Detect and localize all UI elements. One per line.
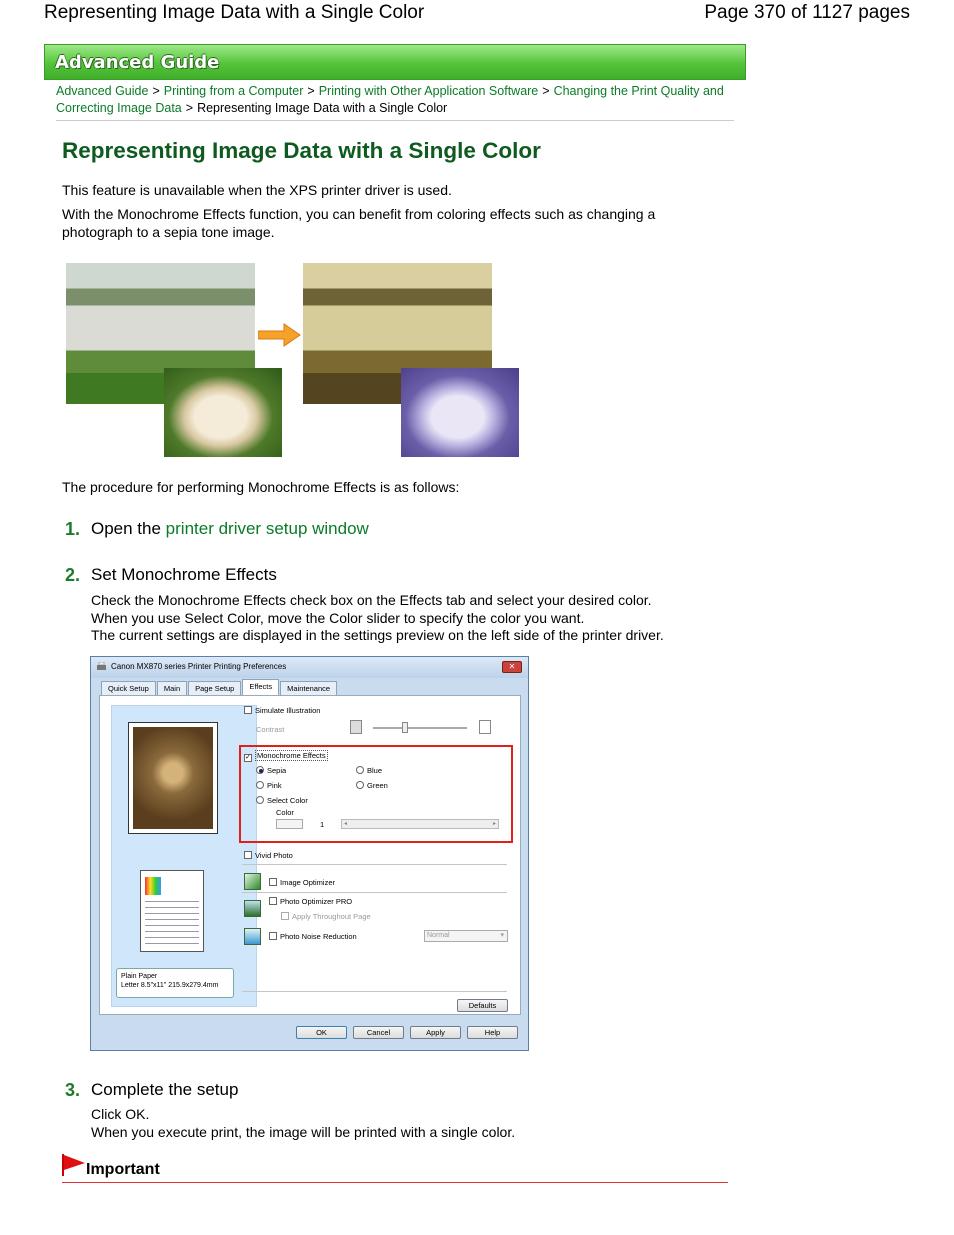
breadcrumb-advanced-guide[interactable]: Advanced Guide	[56, 84, 149, 98]
select-color-radio[interactable]	[256, 796, 308, 805]
green-radio[interactable]	[356, 781, 388, 790]
dialog-tabs	[101, 681, 338, 696]
page-title: Representing Image Data with a Single Color	[62, 138, 541, 163]
breadcrumb-sep: >	[185, 101, 194, 115]
pink-label: Pink	[267, 781, 282, 790]
select-color-label: Select Color	[267, 796, 308, 805]
breadcrumb-sep: >	[307, 84, 315, 98]
photo-optimizer-checkbox[interactable]	[269, 897, 352, 906]
contrast-high-icon	[479, 720, 491, 734]
important-divider	[62, 1182, 728, 1183]
step-1-title	[91, 519, 369, 539]
apply-throughout-checkbox[interactable]	[281, 912, 371, 921]
step-3-body	[91, 1106, 515, 1141]
settings-preview	[111, 705, 257, 1007]
blue-label: Blue	[367, 766, 383, 775]
divider	[242, 991, 507, 992]
printer-driver-setup-link[interactable]: printer driver setup window	[165, 519, 369, 538]
close-icon[interactable]: ✕	[502, 661, 522, 673]
intro-description: With the Monochrome Effects function, you can benefit from coloring effects such as changing a photograph to a sepia tone image.	[62, 206, 656, 240]
green-label: Green	[367, 781, 388, 790]
important-label: Important	[86, 1161, 160, 1178]
monochrome-effects-checkbox[interactable]: ✓ Monochrome Effects	[245, 751, 326, 761]
step-2-title: Set Monochrome Effects	[91, 565, 277, 584]
step-2-line: Check the Monochrome Effects check box on the Effects tab and select your desired color.	[91, 592, 652, 608]
breadcrumb-print-quality[interactable]: Changing the Print Quality and Correcting Image Data	[56, 84, 724, 115]
tab-quick-setup[interactable]: Quick Setup	[101, 681, 156, 695]
breadcrumb-current: Representing Image Data with a Single Color	[197, 101, 448, 115]
printer-icon	[96, 662, 107, 672]
sepia-label: Sepia	[267, 766, 287, 775]
monochrome-label: Monochrome Effects	[257, 751, 326, 760]
image-optimizer-checkbox[interactable]	[269, 878, 335, 887]
sepia-radio[interactable]	[256, 766, 286, 775]
cancel-button[interactable]: Cancel	[353, 1026, 404, 1039]
dialog-title: Canon MX870 series Printer Printing Preferences	[111, 662, 287, 671]
blue-dog-photo	[401, 368, 519, 457]
contrast-slider-thumb[interactable]	[402, 722, 408, 733]
color-value: 1	[320, 820, 325, 829]
breadcrumb-other-software[interactable]: Printing with Other Application Software	[318, 84, 539, 98]
procedure-intro: The procedure for performing Monochrome Effects is as follows:	[62, 479, 460, 495]
paper-preview	[140, 870, 204, 952]
dialog-titlebar	[91, 657, 528, 678]
vivid-label: Vivid Photo	[255, 851, 293, 860]
paper-type: Plain Paper	[121, 973, 158, 980]
vivid-photo-checkbox[interactable]	[244, 851, 293, 860]
step-2-body	[91, 592, 664, 645]
page-header-title: Representing Image Data with a Single Color	[44, 2, 425, 23]
tab-main[interactable]: Main	[157, 681, 187, 695]
sepia-preview-image	[128, 722, 218, 834]
defaults-button[interactable]: Defaults	[457, 999, 508, 1012]
contrast-low-icon	[350, 720, 362, 734]
color-label: Color	[276, 808, 294, 817]
paper-size: Letter 8.5"x11" 215.9x279.4mm	[121, 982, 219, 989]
simulate-illustration-checkbox[interactable]	[244, 706, 320, 715]
step-3-number: 3.	[65, 1080, 81, 1100]
color-slider[interactable]: ◂ ▸	[341, 819, 499, 829]
tab-maintenance[interactable]: Maintenance	[280, 681, 337, 695]
step-2-line: The current settings are displayed in the settings preview on the left side of the printer driver.	[91, 627, 664, 643]
banner-label: Advanced Guide	[55, 52, 220, 73]
flag-icon	[62, 1154, 86, 1176]
tab-effects[interactable]: Effects	[242, 679, 279, 695]
original-dog-photo	[164, 368, 282, 457]
help-button[interactable]: Help	[467, 1026, 518, 1039]
step-3-title: Complete the setup	[91, 1080, 239, 1099]
paper-info	[116, 968, 234, 998]
arrow-right-icon	[258, 322, 302, 348]
divider	[242, 864, 507, 865]
pink-radio[interactable]	[256, 781, 282, 790]
advanced-guide-banner	[44, 44, 746, 80]
step-2-number: 2.	[65, 565, 81, 585]
contrast-slider[interactable]	[373, 727, 467, 729]
contrast-label: Contrast	[256, 725, 285, 734]
page-number: Page 370 of 1127 pages	[704, 2, 910, 23]
apply-button[interactable]: Apply	[410, 1026, 461, 1039]
image-optimizer-label: Image Optimizer	[280, 878, 336, 887]
step-3-line: Click OK.	[91, 1106, 150, 1122]
simulate-label: Simulate Illustration	[255, 706, 321, 715]
breadcrumb-sep: >	[542, 84, 550, 98]
divider	[242, 892, 507, 893]
breadcrumb-printing-from-computer[interactable]: Printing from a Computer	[163, 84, 304, 98]
image-optimizer-icon	[244, 873, 261, 890]
noise-reduction-checkbox[interactable]	[269, 932, 357, 941]
breadcrumb-sep: >	[152, 84, 160, 98]
color-swatch	[276, 819, 303, 829]
noise-reduction-label: Photo Noise Reduction	[280, 932, 357, 941]
step-3-line: When you execute print, the image will be printed with a single color.	[91, 1123, 516, 1140]
blue-radio[interactable]	[356, 766, 382, 775]
ok-button[interactable]: OK	[296, 1026, 347, 1039]
divider	[56, 120, 734, 121]
step-1-number: 1.	[65, 519, 81, 539]
photo-optimizer-label: Photo Optimizer PRO	[280, 897, 353, 906]
noise-reduction-icon	[244, 928, 261, 945]
step-1-title-text: Open the	[91, 519, 166, 538]
step-2-line: When you use Select Color, move the Color slider to specify the color you want.	[91, 609, 585, 626]
apply-throughout-label: Apply Throughout Page	[292, 912, 371, 921]
intro-xps-note: This feature is unavailable when the XPS printer driver is used.	[62, 182, 452, 198]
noise-level-dropdown[interactable]: Normal ▾	[424, 930, 508, 942]
photo-optimizer-icon	[244, 900, 261, 917]
tab-page-setup[interactable]: Page Setup	[188, 681, 241, 695]
printer-preferences-dialog	[90, 656, 529, 1051]
breadcrumb	[56, 83, 736, 117]
noise-level-value: Normal	[427, 932, 450, 939]
